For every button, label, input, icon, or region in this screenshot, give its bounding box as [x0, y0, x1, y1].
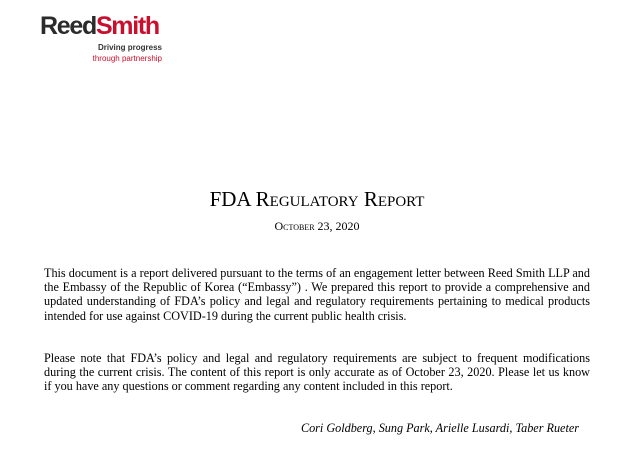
authors-line: Cori Goldberg, Sung Park, Arielle Lusardi, Taber Rueter — [300, 421, 579, 435]
logo-wordmark — [40, 10, 170, 42]
intro-paragraph: This document is a report delivered pursuant to the terms of an engagement letter between Reed Smith LLP and the Embassy of the Republic of Korea (“Embassy”) . We prepared this report to provide a comprehensive and updated understanding of FDA’s policy and legal and regulatory requirements pertaining to medical products intended for use against COVID-19 during the current public health crisis. — [44, 266, 590, 323]
logo-smith-text: Smith — [95, 12, 159, 40]
reed-smith-logo — [40, 10, 170, 63]
logo-tagline-line1: Driving progress — [97, 43, 162, 52]
disclaimer-paragraph: Please note that FDA’s policy and legal and regulatory requirements are subject to frequent modifications during the current crisis. The content of this report is only accurate as of October 23, 2020. Please let us know if you have any questions or comment regarding any content included in this report. — [44, 351, 590, 394]
logo-reed-text: Reed — [40, 12, 96, 40]
report-title: FDA Regulatory Report — [209, 187, 425, 211]
report-date: October 23, 2020 — [274, 219, 360, 233]
logo-tagline-line2: through partnership — [92, 54, 162, 63]
